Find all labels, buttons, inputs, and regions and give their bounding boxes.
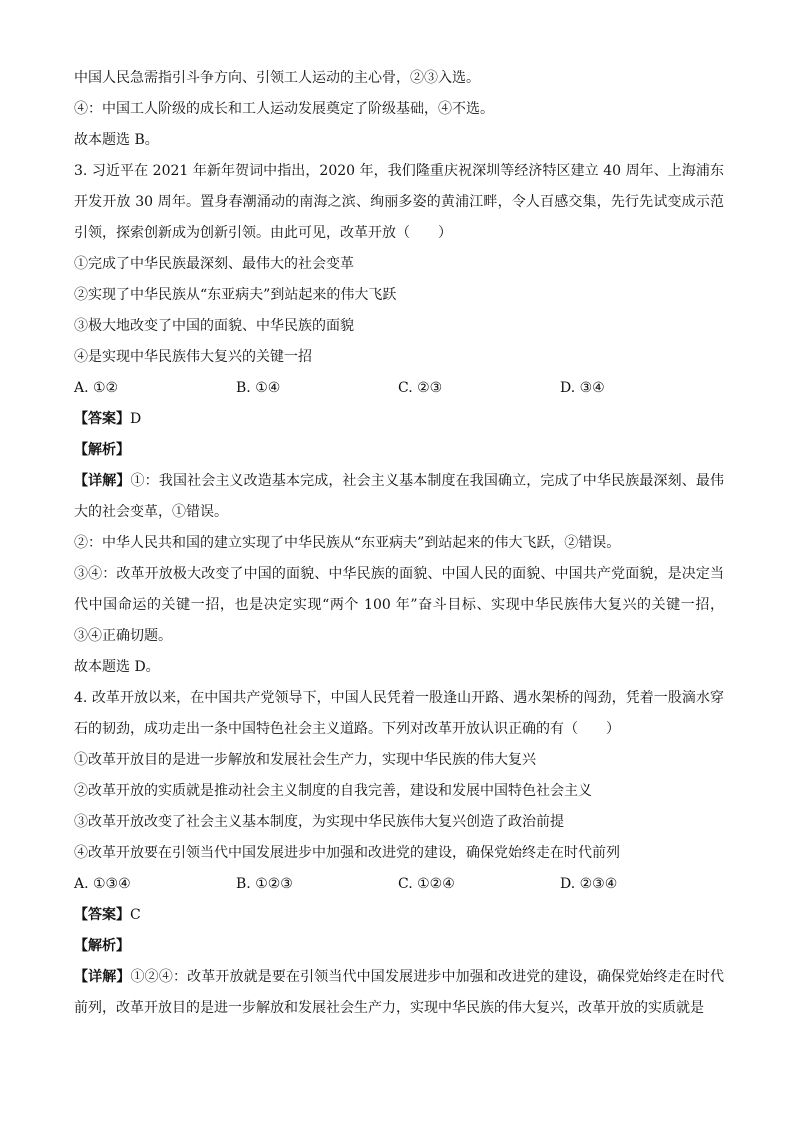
answer-tag: 【答案】: [74, 411, 130, 427]
question-4-option-a: A. ①③④: [74, 876, 131, 892]
question-3-item-1: ①完成了中华民族最深刻、最伟大的社会变革: [74, 256, 354, 272]
question-3-stem: 3. 习近平在 2021 年新年贺词中指出，2020 年，我们隆重庆祝深圳等经济特区建立 40 周年、上海浦东开发开放 30 周年。置身春潮涌动的南海之滨、绚丽多姿的黄浦江畔，令人百感交集，先行先试变成示范引领，探索创新成为创新引领。由此可见，改革开放（ ）: [74, 163, 724, 241]
question-3-analysis-heading: [74, 435, 724, 466]
question-3-conclusion: 故本题选 D。: [74, 659, 160, 675]
question-4-item-2: ②改革开放的实质就是推动社会主义制度的自我完善，建设和发展中国特色社会主义: [74, 783, 592, 799]
document-page: [74, 63, 724, 1024]
detail-tag: 【详解】: [74, 969, 131, 985]
question-4-options: [74, 869, 724, 900]
analysis-tag: 【解析】: [74, 938, 130, 954]
question-4-analysis-heading: [74, 931, 724, 962]
question-4-option-d: D. ②③④: [560, 876, 618, 892]
prev-conclusion: 故本题选 B。: [74, 132, 159, 148]
question-4-item-4: ④改革开放要在引领当代中国发展进步中加强和改进党的建设，确保党始终走在时代前列: [74, 845, 620, 861]
question-4-answer: [74, 900, 724, 931]
answer-value: D: [130, 411, 142, 427]
question-3-options: [74, 373, 724, 404]
question-4-stem: 4. 改革开放以来，在中国共产党领导下，中国人民凭着一股逢山开路、遇水架桥的闯劲，凭着一股滴水穿石的韧劲，成功走出一条中国特色社会主义道路。下列对改革开放认识正确的有（ ）: [74, 690, 724, 737]
question-3-detail-2: ②：中华人民共和国的建立实现了中华民族从“东亚病夫”到站起来的伟大飞跃，②错误。: [74, 535, 621, 551]
question-3-option-a: A. ①②: [74, 380, 119, 396]
detail-text: ①：我国社会主义改造基本完成，社会主义基本制度在我国确立，完成了中华民族最深刻、最伟大的社会变革，①错误。: [74, 473, 725, 520]
question-4-option-c: C. ①②④: [398, 876, 455, 892]
prev-analysis-line-2: ④：中国工人阶级的成长和工人运动发展奠定了阶级基础，④不选。: [74, 101, 494, 117]
detail-text: ①②④：改革开放就是要在引领当代中国发展进步中加强和改进党的建设，确保党始终走在时代前列，改革开放目的是进一步解放和发展社会生产力，实现中华民族的伟大复兴，改革开放的实质就是: [74, 969, 725, 1016]
question-4-item-1: ①改革开放目的是进一步解放和发展社会生产力，实现中华民族的伟大复兴: [74, 752, 536, 768]
question-3-item-4: ④是实现中华民族伟大复兴的关键一招: [74, 349, 312, 365]
question-3-answer: [74, 404, 724, 435]
prev-analysis-line-1: 中国人民急需指引斗争方向、引领工人运动的主心骨，②③入选。: [74, 70, 480, 86]
detail-tag: 【详解】: [74, 473, 131, 489]
question-3-option-d: D. ③④: [560, 380, 605, 396]
question-3-option-c: C. ②③: [398, 380, 443, 396]
question-4-item-3: ③改革开放改变了社会主义基本制度，为实现中华民族伟大复兴创造了政治前提: [74, 814, 564, 830]
question-4-option-b: B. ①②③: [236, 876, 293, 892]
question-3-detail-1: [74, 466, 724, 528]
answer-value: C: [130, 907, 141, 923]
question-3-option-b: B. ①④: [236, 380, 281, 396]
question-4-detail-1: [74, 962, 724, 1024]
question-3-detail-3: ③④：改革开放极大改变了中国的面貌、中华民族的面貌、中国人民的面貌、中国共产党面貌，是决定当代中国命运的关键一招，也是决定实现“两个 100 年”奋斗目标、实现中华民族伟大复兴的关键一招，③④正确切题。: [74, 566, 724, 644]
question-3-item-3: ③极大地改变了中国的面貌、中华民族的面貌: [74, 318, 354, 334]
question-3-item-2: ②实现了中华民族从“东亚病夫”到站起来的伟大飞跃: [74, 287, 397, 303]
analysis-tag: 【解析】: [74, 442, 130, 458]
answer-tag: 【答案】: [74, 907, 130, 923]
